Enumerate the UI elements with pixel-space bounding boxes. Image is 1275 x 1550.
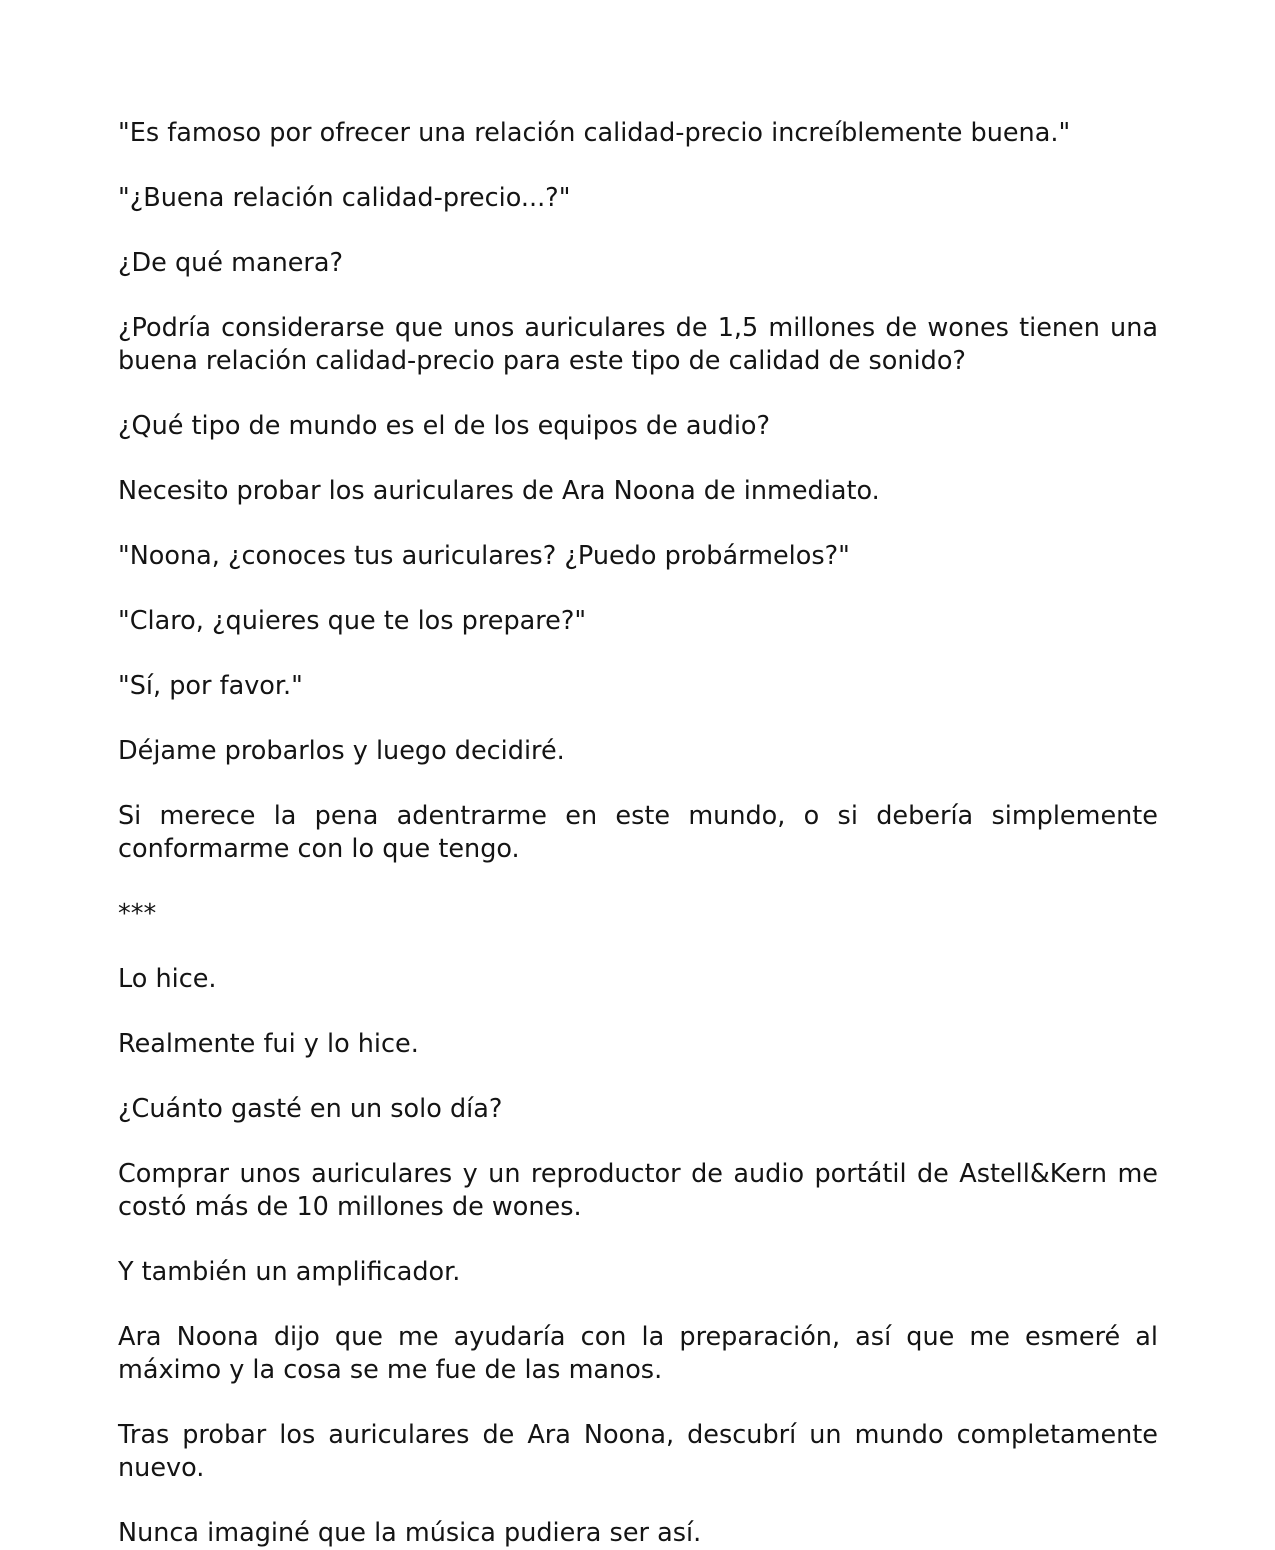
paragraph-10: Déjame probarlos y luego decidiré.: [118, 736, 565, 766]
paragraph-18: Tras probar los auriculares de Ara Noona, descubrí un mundo completamente nuevo.: [118, 1420, 1158, 1483]
paragraph-1: "Es famoso por ofrecer una relación calidad-precio increíblemente buena.": [118, 118, 1071, 148]
paragraph-12: Lo hice.: [118, 964, 217, 994]
paragraph-13: Realmente fui y lo hice.: [118, 1029, 419, 1059]
paragraph-14: ¿Cuánto gasté en un solo día?: [118, 1094, 503, 1124]
paragraph-2: "¿Buena relación calidad-precio...?": [118, 183, 571, 213]
section-separator: ***: [118, 899, 157, 929]
paragraph-6: Necesito probar los auriculares de Ara Noona de inmediato.: [118, 476, 880, 506]
paragraph-8: "Claro, ¿quieres que te los prepare?": [118, 606, 587, 636]
paragraph-11: Si merece la pena adentrarme en este mundo, o si debería simplemente conformarme con lo que tengo.: [118, 801, 1158, 864]
paragraph-19: Nunca imaginé que la música pudiera ser así.: [118, 1518, 702, 1548]
paragraph-4: ¿Podría considerarse que unos auriculares de 1,5 millones de wones tienen una buena relación calidad-precio para este tipo de calidad de sonido?: [118, 313, 1158, 376]
paragraph-9: "Sí, por favor.": [118, 671, 303, 701]
paragraph-16: Y también un amplificador.: [118, 1257, 461, 1287]
paragraph-7: "Noona, ¿conoces tus auriculares? ¿Puedo probármelos?": [118, 541, 850, 571]
paragraph-15: Comprar unos auriculares y un reproductor de audio portátil de Astell&Kern me costó más de 10 millones de wones.: [118, 1159, 1158, 1222]
paragraph-5: ¿Qué tipo de mundo es el de los equipos de audio?: [118, 411, 771, 441]
document-page: [118, 117, 1158, 1550]
paragraph-17: Ara Noona dijo que me ayudaría con la preparación, así que me esmeré al máximo y la cosa se me fue de las manos.: [118, 1322, 1158, 1385]
paragraph-3: ¿De qué manera?: [118, 248, 344, 278]
